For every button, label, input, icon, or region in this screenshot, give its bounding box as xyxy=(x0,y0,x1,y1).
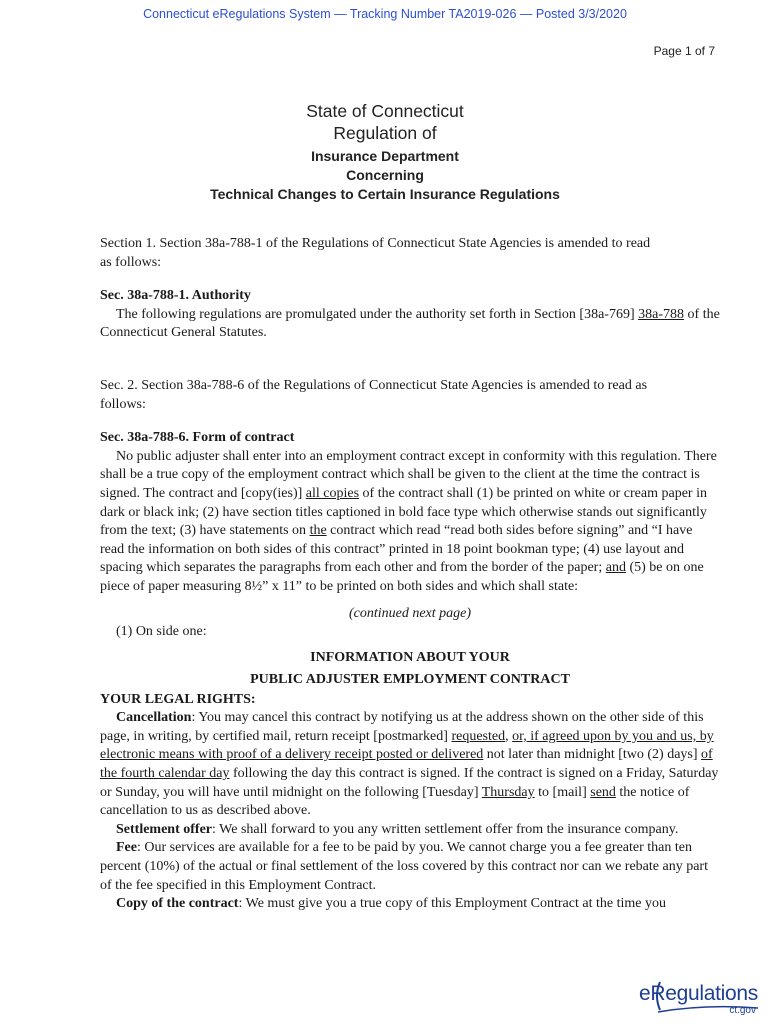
title-concerning: Concerning xyxy=(346,167,424,183)
tracking-banner: Connecticut eRegulations System — Tracking Number TA2019-026 — Posted 3/3/2020 xyxy=(143,7,627,21)
legal-rights-heading: YOUR LEGAL RIGHTS: xyxy=(100,691,256,707)
document-title-block xyxy=(0,100,770,204)
cancellation-paragraph: Cancellation: You may cancel this contract by notifying us at the address shown on the other side of this page, in writing, by certified mail, return receipt [postmarked] requested, or, if agreed upon by you and us, by electronic means with proof of a delivery receipt posted or delivered not later than midnight [two (2) days] of the fourth calendar day following the day this contract is signed. If the contract is signed on a Friday, Saturday or Sunday, you will have until midnight on the following [Tuesday] Thursday to [mail] send the notice of cancellation to us as described above. xyxy=(100,710,719,819)
authority-paragraph: The following regulations are promulgated under the authority set forth in Section [38a-769] 38a-788 of the Connecticut General Statutes. xyxy=(100,306,720,341)
info-heading-line2: PUBLIC ADJUSTER EMPLOYMENT CONTRACT xyxy=(250,671,570,687)
side-one-label: (1) On side one: xyxy=(116,624,207,640)
document-body xyxy=(100,235,720,914)
section-heading-authority: Sec. 38a-788-1. Authority xyxy=(100,288,251,304)
section-heading-form-of-contract: Sec. 38a-788-6. Form of contract xyxy=(100,430,295,446)
section-1-intro: Section 1. Section 38a-788-1 of the Regulations of Connecticut State Agencies is amended to read as follows: xyxy=(100,236,651,270)
section-2-intro: Sec. 2. Section 38a-788-6 of the Regulations of Connecticut State Agencies is amended to read as follows: xyxy=(100,377,648,412)
form-of-contract-paragraph: No public adjuster shall enter into an employment contract except in conformity with this regulation. There shall be a true copy of the employment contract which shall be given to the client at the time the contract is signed. The contract and [copy(ies)] all copies of the contract shall (1) be printed on white or cream paper in dark or black ink; (2) have section titles captioned in bold face type which otherwise stands out significantly from the text; (3) have statements on the contract which read “read both sides before signing” and “I have read the information on both sides of this contract” printed in 18 point bookman type; (4) use layout and spacing which separates the paragraphs from each other and from the border of the paper; and (5) be on one piece of paper measuring 8½” x 11” to be printed on both sides and which shall state: xyxy=(100,448,717,594)
logo-text: eRegulations xyxy=(639,982,758,1005)
title-state: State of Connecticut xyxy=(306,101,464,121)
title-regulation-of: Regulation of xyxy=(333,123,437,143)
logo-subtext: ct.gov xyxy=(729,1005,756,1016)
fee-paragraph: Fee: Our services are available for a fee to be paid by you. We cannot charge you a fee greater than ten percent (10%) of the actual or final settlement of the loss covered by this contract nor can we rebate any part of the fee specified in this Employment Contract. xyxy=(100,840,708,893)
info-heading-line1: INFORMATION ABOUT YOUR xyxy=(310,649,510,665)
title-agency: Insurance Department xyxy=(311,148,459,164)
copy-of-contract-paragraph: Copy of the contract: We must give you a true copy of this Employment Contract at the time you xyxy=(116,896,666,912)
title-subject: Technical Changes to Certain Insurance Regulations xyxy=(210,186,560,202)
settlement-offer-paragraph: Settlement offer: We shall forward to you any written settlement offer from the insurance company. xyxy=(116,821,679,837)
continued-note: (continued next page) xyxy=(348,605,472,621)
page-number: Page 1 of 7 xyxy=(653,44,715,58)
